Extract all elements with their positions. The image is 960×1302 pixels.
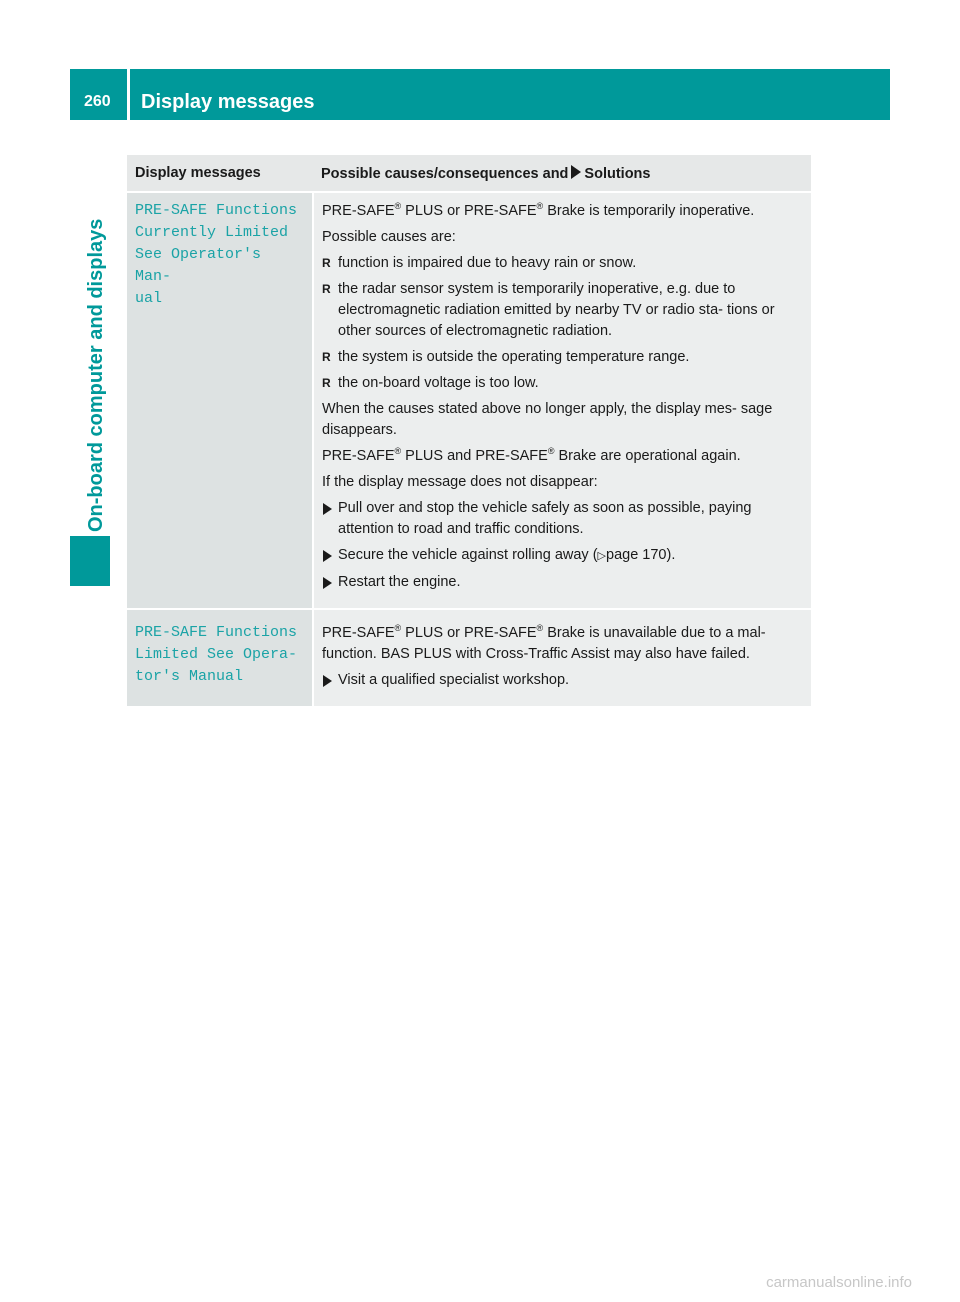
bullet-icon: R: [322, 350, 331, 364]
step-text: Restart the engine.: [338, 574, 461, 590]
step-arrow-icon: [323, 675, 332, 687]
message-line: tor's Manual: [135, 668, 244, 685]
column-header-solutions-text: Solutions: [584, 165, 651, 182]
instruction-step: [322, 498, 805, 540]
description-paragraph: [322, 623, 805, 665]
registered-mark: ®: [394, 623, 402, 634]
text: Brake is temporarily inoperative.: [543, 203, 755, 219]
registered-mark: ®: [547, 446, 555, 457]
text: Brake are operational again.: [554, 448, 741, 464]
text: PLUS or PRE-SAFE: [401, 203, 537, 219]
page-reference-link[interactable]: page 170: [606, 547, 667, 563]
list-item: [322, 347, 805, 368]
table-row: [127, 192, 811, 609]
registered-mark: ®: [394, 201, 402, 212]
message-line: PRE-SAFE Functions: [135, 624, 298, 641]
description-paragraph: [322, 446, 805, 467]
list-item: [322, 253, 805, 274]
registered-mark: ®: [394, 446, 402, 457]
registered-mark: ®: [536, 623, 544, 634]
list-item-text: function is impaired due to heavy rain or snow.: [338, 255, 637, 271]
section-side-title: On-board computer and displays: [85, 218, 107, 532]
list-item: [322, 279, 805, 342]
bullet-icon: R: [322, 376, 331, 390]
page-title: Display messages: [141, 91, 315, 113]
column-header-messages: Display messages: [127, 155, 313, 192]
column-header-causes-text: Possible causes/consequences and: [321, 165, 569, 182]
page-ref-icon: ▷: [597, 550, 606, 562]
list-item-text: the radar sensor system is temporarily inoperative, e.g. due to electromagnetic radiation emitted by nearby TV or radio sta‐ tions or other sources of electromagnetic radiation.: [338, 281, 775, 339]
description-paragraph: When the causes stated above no longer apply, the display mes‐ sage disappears.: [322, 401, 773, 438]
step-arrow-icon: [323, 577, 332, 589]
description-paragraph: Possible causes are:: [322, 229, 456, 245]
instruction-step: [322, 545, 805, 567]
header-divider: [127, 69, 130, 120]
step-text: Pull over and stop the vehicle safely as soon as possible, paying attention to road and traffic conditions.: [338, 500, 752, 537]
description-cell: [313, 609, 811, 707]
message-line: PRE-SAFE Functions: [135, 202, 298, 219]
text: PRE-SAFE: [322, 625, 395, 641]
message-line: Limited See Opera‐: [135, 646, 298, 663]
solutions-arrow-icon: [571, 165, 581, 179]
message-cell: [127, 609, 313, 707]
message-cell: [127, 192, 313, 609]
bullet-icon: R: [322, 256, 331, 270]
instruction-step: [322, 670, 805, 691]
text: PRE-SAFE: [322, 448, 395, 464]
list-item: [322, 373, 805, 394]
registered-mark: ®: [536, 201, 544, 212]
step-text: ).: [666, 547, 676, 563]
column-header-causes: [313, 155, 811, 192]
message-line: ual: [135, 290, 163, 307]
text: PLUS or PRE-SAFE: [401, 625, 537, 641]
list-item-text: the system is outside the operating temperature range.: [338, 349, 690, 365]
text: Brake is unavailable due to a mal‐ function. BAS PLUS with Cross-Traffic Assist may also have failed.: [322, 625, 766, 662]
description-cell: [313, 192, 811, 609]
message-line: See Operator's Man‐: [135, 246, 262, 285]
description-paragraph: [322, 201, 805, 222]
table-row: [127, 609, 811, 707]
step-text: Visit a qualified specialist workshop.: [338, 672, 570, 688]
message-line: Currently Limited: [135, 224, 289, 241]
page-number: 260: [84, 93, 111, 110]
watermark: carmanualsonline.info: [766, 1274, 912, 1291]
step-arrow-icon: [323, 550, 332, 562]
section-marker: [70, 536, 110, 586]
display-messages-table: [127, 155, 811, 708]
description-paragraph: If the display message does not disappear:: [322, 474, 598, 490]
text: PLUS and PRE-SAFE: [401, 448, 548, 464]
list-item-text: the on-board voltage is too low.: [338, 375, 539, 391]
step-text: Secure the vehicle against rolling away (: [338, 547, 598, 563]
instruction-step: [322, 572, 805, 593]
table-header-row: [127, 155, 811, 192]
step-arrow-icon: [323, 503, 332, 515]
bullet-icon: R: [322, 282, 331, 296]
text: PRE-SAFE: [322, 203, 395, 219]
